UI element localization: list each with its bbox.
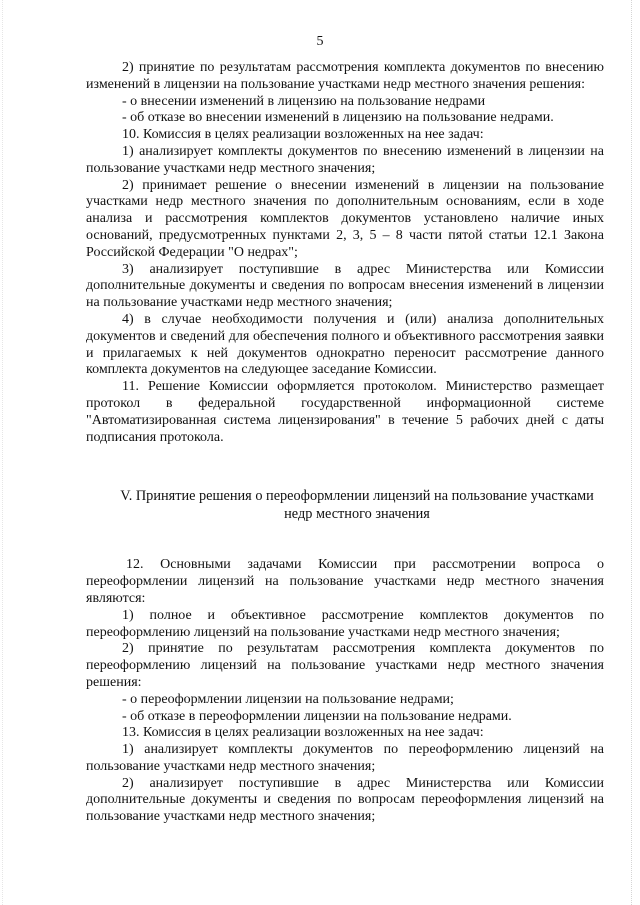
paragraph: 1) анализирует комплекты документов по внесению изменений в лицензии на пользование участками недр местного значения; xyxy=(86,143,604,176)
scan-edge-right xyxy=(631,0,633,905)
section-heading: V. Принятие решения о переоформлении лицензий на пользование участками недр местного значения xyxy=(120,488,594,522)
document-body xyxy=(86,60,604,826)
paragraph: 1) анализирует комплекты документов по переоформлению лицензий на пользование участками недр местного значения; xyxy=(86,742,604,774)
paragraphs-bottom xyxy=(86,557,604,826)
paragraph: 13. Комиссия в целях реализации возложенных на нее задач: xyxy=(122,725,484,741)
paragraph: 12. Основными задачами Комиссии при рассмотрении вопроса о переоформлении лицензий на пользование участками недр местного значения являются: xyxy=(86,557,604,606)
paragraph: - об отказе во внесении изменений в лицензию на пользование недрами. xyxy=(122,110,554,126)
paragraph: 11. Решение Комиссии оформляется протоколом. Министерство размещает протокол в федеральной государственной информационной системе "Автоматизированная система лицензирования" в течение 5 рабочих дней с даты подписания протокола. xyxy=(86,379,604,445)
paragraph: 2) принятие по результатам рассмотрения комплекта документов по внесению изменений в лицензии на пользование участками недр местного значения решения: xyxy=(86,60,604,92)
paragraph: 2) анализирует поступившие в адрес Министерства или Комиссии дополнительные документы и сведения по вопросам переоформления лицензий на пользование участками недр местного значения; xyxy=(86,775,604,825)
paragraph: 4) в случае необходимости получения и (или) анализа дополнительных документов и сведений для обеспечения полного и объективного рассмотрения заявки и прилагаемых к ней документов однократно переносит рассмотрение данного комплекта документов на следующее заседание Комиссии. xyxy=(86,311,604,378)
paragraph: 2) принимает решение о внесении изменений в лицензии на пользование участками недр местного значения по дополнительным основаниям, если в ходе анализа и рассмотрения комплектов документов установлено наличие иных оснований, предусмотренных пунктами 2, 3, 5 – 8 части пятой статьи 12.1 Закона Российской Федерации "О недрах"; xyxy=(86,177,604,260)
page-number: 5 xyxy=(316,34,324,49)
paragraph: 1) полное и объективное рассмотрение комплектов документов по переоформлению лицензий на пользование участками недр местного значения; xyxy=(86,607,604,640)
paragraphs-top xyxy=(86,60,604,446)
paragraph: - об отказе в переоформлении лицензии на пользование недрами. xyxy=(122,708,512,724)
paragraph: - о внесении изменений в лицензию на пользование недрами xyxy=(122,93,486,109)
paragraph: 2) принятие по результатам рассмотрения комплекта документов по переоформлению лицензий на пользование участками недр местного значения решения: xyxy=(86,641,604,690)
paragraph: 10. Комиссия в целях реализации возложенных на нее задач: xyxy=(122,127,484,143)
paragraph: 3) анализирует поступившие в адрес Министерства или Комиссии дополнительные документы и сведения по вопросам внесения изменений в лицензии на пользование участками недр местного значения; xyxy=(86,261,604,311)
paragraph: - о переоформлении лицензии на пользование недрами; xyxy=(122,691,454,707)
scan-edge-left xyxy=(2,0,4,905)
